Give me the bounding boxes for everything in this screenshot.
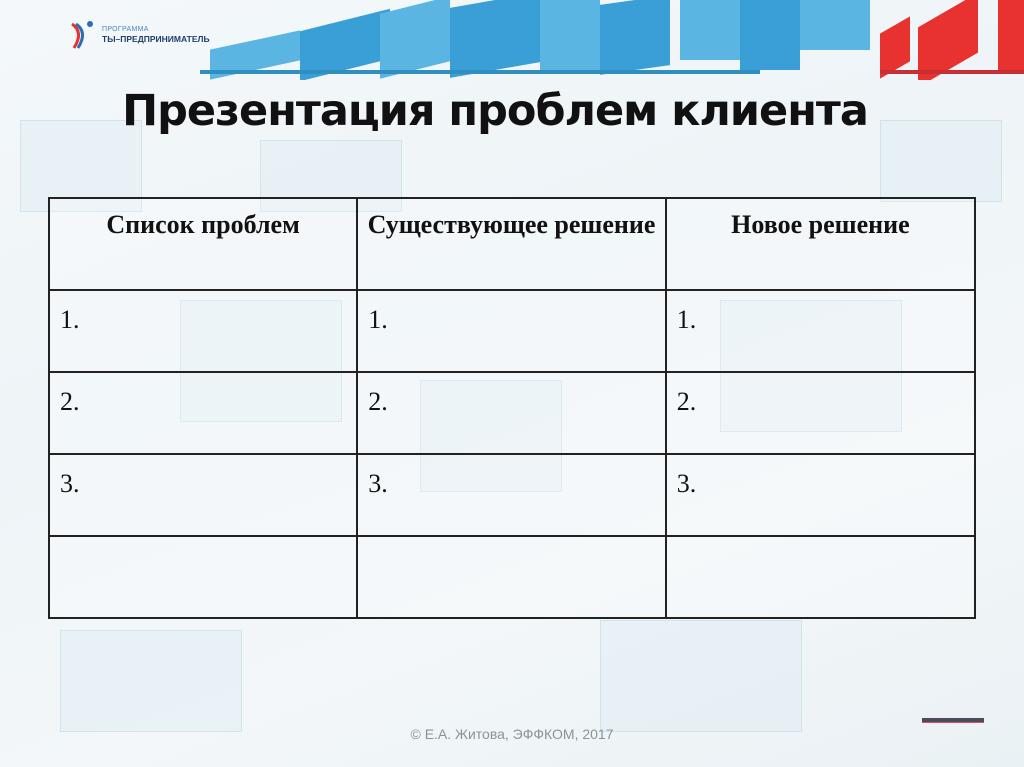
footer-accent-bar <box>922 718 984 723</box>
table-cell: 3. <box>49 454 357 536</box>
logo-line2: ТЫ–ПРЕДПРИНИМАТЕЛЬ <box>102 34 210 44</box>
footer-copyright: © Е.А. Житова, ЭФФКОМ, 2017 <box>410 726 614 742</box>
table-cell <box>666 536 975 618</box>
logo-line1: ПРОГРАММА <box>102 26 149 33</box>
table-cell: 1. <box>49 290 357 372</box>
table-cell: 2. <box>49 372 357 454</box>
header-problem-list: Список проблем <box>49 198 357 290</box>
table-cell <box>357 536 666 618</box>
table-cell <box>49 536 357 618</box>
table-cell: 2. <box>357 372 666 454</box>
runner-logo-icon <box>68 18 98 52</box>
problems-table <box>48 197 976 619</box>
table-cell: 2. <box>666 372 975 454</box>
slide-title: Презентация проблем клиента <box>122 86 868 136</box>
header-new-solution: Новое решение <box>666 198 975 290</box>
table-cell: 3. <box>666 454 975 536</box>
table-row <box>49 290 975 372</box>
table-row <box>49 454 975 536</box>
table-row <box>49 372 975 454</box>
program-logo <box>68 18 210 52</box>
table-cell: 3. <box>357 454 666 536</box>
table-cell: 1. <box>666 290 975 372</box>
header-existing-solution: Существующее решение <box>357 198 666 290</box>
table-row <box>49 536 975 618</box>
table-cell: 1. <box>357 290 666 372</box>
table-header-row <box>49 198 975 290</box>
